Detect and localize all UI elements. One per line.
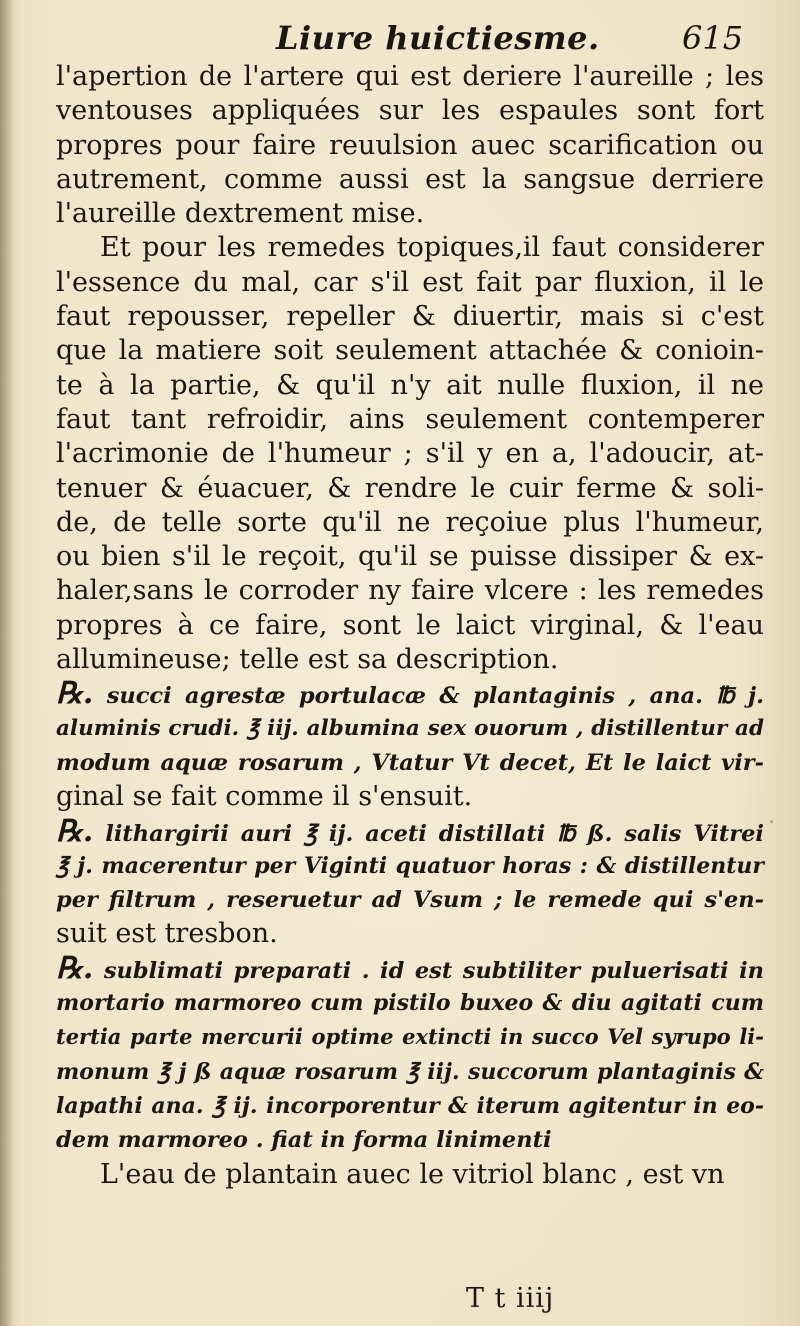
line-text: mortario marmoreo cum pistilo buxeo & diu agitati cum [56, 990, 764, 1017]
recipe-symbol: ℞. [56, 676, 94, 712]
recipe-symbol: ℞. [56, 813, 94, 849]
latin-recipe-line [56, 849, 764, 883]
line-text: faut tant refroidir, ains seulement contemperer [56, 403, 764, 435]
running-head [0, 8, 800, 68]
line-text: l'aureille dextrement mise. [56, 198, 425, 230]
line-text: que la matiere soit seulement attachée & conioin- [56, 335, 764, 367]
gutter-shadow [0, 0, 14, 1326]
text-line [56, 540, 764, 574]
text-line [56, 917, 764, 951]
line-text: ℥ j. macerentur per Viginti quatuor horas : & distillentur [56, 852, 764, 879]
text-line [56, 403, 764, 437]
line-text: succi agrestæ portulacæ & plantaginis , ana. ℔ j. [106, 683, 764, 710]
line-text: lapathi ana. ℥ ij. incorporentur & iterum agitentur in eo- [56, 1092, 764, 1119]
running-head-title: Liure huictiesme. [276, 19, 600, 57]
text-line [56, 437, 764, 471]
page-number: 615 [682, 19, 744, 57]
paper-speck [742, 108, 745, 111]
line-text: haler,sans le corroder ny faire vlcere : les remedes [56, 575, 764, 607]
line-text: l'essence du mal, car s'il est fait par fluxion, il le [56, 266, 764, 298]
latin-recipe-line [56, 712, 764, 746]
latin-recipe-line [56, 952, 764, 986]
line-text: propres pour faire reuulsion auec scarification ou [56, 129, 764, 161]
line-text: l'acrimonie de l'humeur ; s'il y en a, l'adoucir, at- [56, 438, 764, 470]
line-text: ventouses appliquées sur les espaules sont fort [56, 95, 764, 127]
latin-recipe-line [56, 1055, 764, 1089]
body-text [56, 60, 764, 1192]
line-text: tertia parte mercurii optime extincti in succo Vel syrupo li- [56, 1024, 764, 1050]
text-line [56, 1158, 764, 1192]
line-text: de, de telle sorte qu'il ne reçoiue plus l'humeur, [56, 506, 764, 538]
line-text: per filtrum , reseruetur ad Vsum ; le remede qui s'en- [56, 887, 764, 914]
line-text: L'eau de plantain auec le vitriol blanc , est vn [100, 1158, 725, 1190]
text-line [56, 266, 764, 300]
text-line [56, 574, 764, 608]
line-text: ou bien s'il le reçoit, qu'il se puisse dissiper & ex- [56, 541, 764, 573]
text-line [56, 609, 764, 643]
line-text: tenuer & éuacuer, & rendre le cuir ferme & soli- [56, 472, 764, 504]
line-text: monum ℥ j ß aquæ rosarum ℥ iij. succorum plantaginis & [56, 1058, 764, 1085]
line-text: l'apertion de l'artere qui est deriere l'aureille ; les [56, 61, 764, 92]
text-line [56, 60, 764, 94]
text-line [56, 780, 764, 814]
latin-recipe-line [56, 746, 764, 780]
line-text: sublimati preparati . id est subtiliter puluerisati in [103, 957, 764, 984]
recipe-symbol: ℞. [56, 950, 94, 986]
text-line [56, 300, 764, 334]
line-text: lithargirii auri ℥ ij. aceti distillati ℔ ß. salis Vitrei [105, 820, 764, 847]
line-text: faut repousser, repeller & diuertir, mais si c'est [56, 301, 764, 333]
paper-speck [630, 870, 633, 873]
latin-recipe-line [56, 1020, 764, 1054]
latin-recipe-line [56, 986, 764, 1020]
catchword: T t iiij [466, 1283, 555, 1314]
text-line [56, 472, 764, 506]
latin-recipe-line [56, 883, 764, 917]
latin-recipe-line [56, 815, 764, 849]
line-text: suit est tresbon. [56, 918, 278, 950]
text-line [56, 129, 764, 163]
line-text: propres à ce faire, sont le laict virginal, & l'eau [56, 609, 764, 641]
text-line [56, 369, 764, 403]
line-text: te à la partie, & qu'il n'y ait nulle fluxion, il ne [56, 369, 764, 401]
text-line [56, 643, 764, 677]
line-text: autrement, comme aussi est la sangsue derriere [56, 163, 764, 195]
line-text: ginal se fait comme il s'ensuit. [56, 781, 473, 813]
latin-recipe-line [56, 677, 764, 711]
text-line [56, 506, 764, 540]
line-text: modum aquæ rosarum , Vtatur Vt decet, Et le laict vir- [56, 749, 764, 776]
line-text: aluminis crudi. ℥ iij. albumina sex ouorum , distillentur ad [56, 715, 764, 741]
latin-recipe-line [56, 1089, 764, 1123]
text-line [56, 231, 764, 265]
text-line [56, 334, 764, 368]
text-line [56, 94, 764, 128]
latin-recipe-line [56, 1123, 764, 1157]
line-text: dem marmoreo . fiat in forma linimenti [56, 1127, 552, 1154]
paper-speck [770, 820, 773, 823]
text-line [56, 163, 764, 197]
line-text: Et pour les remedes topiques,il faut considerer [100, 232, 764, 264]
line-text: allumineuse; telle est sa description. [56, 644, 559, 676]
text-line [56, 197, 764, 231]
